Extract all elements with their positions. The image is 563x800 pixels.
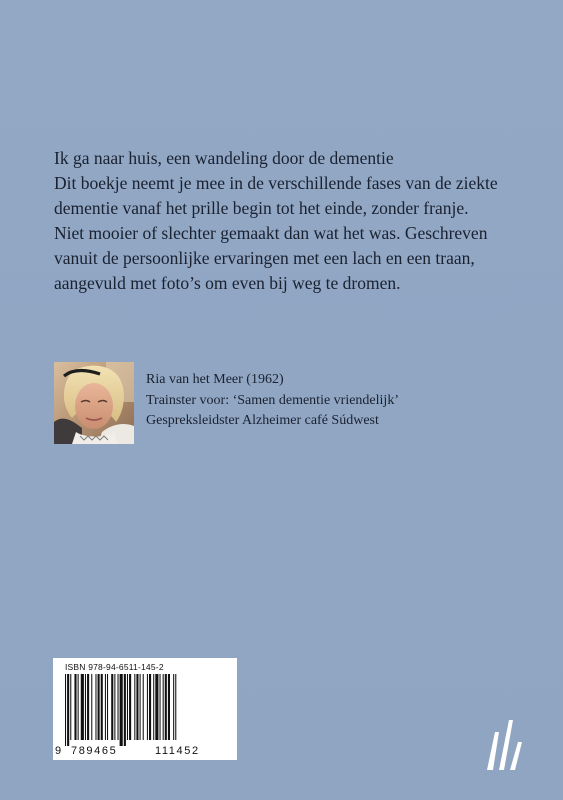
author-info: [146, 370, 399, 432]
barcode-bar: [120, 674, 123, 746]
barcode-bar: [95, 674, 96, 740]
author-role-secondary: Gespreksleidster Alzheimer café Súdwest: [146, 413, 379, 428]
isbn-barcode: [53, 658, 237, 760]
author-name: Ria van het Meer (1962): [146, 372, 284, 387]
blurb-line: Dit boekje neemt je mee in de verschillende fases van de ziekte: [54, 173, 498, 193]
blurb-line: aangevuld met foto’s om even bij weg te dromen.: [54, 273, 401, 293]
barcode-bar: [147, 674, 148, 740]
barcode-bar: [78, 674, 79, 740]
barcode-bar: [91, 674, 92, 740]
barcode-bar: [155, 674, 158, 740]
publisher-logo-icon: [485, 714, 525, 772]
barcode-digit-first: 9: [55, 745, 63, 757]
book-blurb: [54, 146, 524, 296]
barcode-bar: [124, 674, 126, 746]
barcode-bar: [173, 674, 174, 740]
barcode-bar: [140, 674, 141, 740]
barcode-bar: [168, 674, 170, 740]
barcode-bar: [111, 674, 113, 740]
barcode-bar: [127, 674, 128, 740]
barcode-bar: [65, 674, 66, 746]
blurb-line: vanuit de persoonlijke ervaringen met een lach en een traan,: [54, 248, 475, 268]
barcode-bar: [129, 674, 131, 740]
barcode-bar: [87, 674, 89, 740]
barcode-digits-right: 111452: [155, 745, 200, 757]
barcode-bar: [81, 674, 84, 740]
barcode-bar: [67, 674, 69, 746]
barcode-bar: [175, 674, 176, 740]
blurb-title-line: Ik ga naar huis, een wandeling door de dementie: [54, 148, 394, 168]
barcode-bar: [165, 674, 167, 740]
author-role: Trainster voor: ‘Samen dementie vriendelijk’: [146, 392, 399, 408]
barcode-bar: [98, 674, 100, 740]
isbn-label: ISBN 978-94-6511-145-2: [65, 662, 164, 672]
barcode-bar: [70, 674, 71, 740]
barcode-bar: [105, 674, 106, 740]
author-portrait-image: [54, 362, 134, 444]
author-photo: [54, 362, 134, 444]
barcode-bar: [85, 674, 86, 740]
barcode-bar: [74, 674, 76, 740]
blurb-line: dementie vanaf het prille begin tot het einde, zonder franje.: [54, 198, 469, 218]
barcode-bar: [160, 674, 161, 740]
barcode-bar: [118, 674, 119, 740]
barcode-bar: [114, 674, 115, 740]
barcode-bar: [143, 674, 144, 740]
barcode-bar: [101, 674, 103, 740]
barcode-bar: [153, 674, 154, 740]
barcode-bar: [107, 674, 108, 740]
barcode-bar: [163, 674, 164, 740]
blurb-line: Niet mooier of slechter gemaakt dan wat het was. Geschreven: [54, 223, 488, 243]
barcode-bar: [136, 674, 138, 740]
barcode-digits-left: 789465: [71, 745, 118, 757]
barcode-bar: [134, 674, 135, 740]
barcode-bar: [149, 674, 151, 740]
